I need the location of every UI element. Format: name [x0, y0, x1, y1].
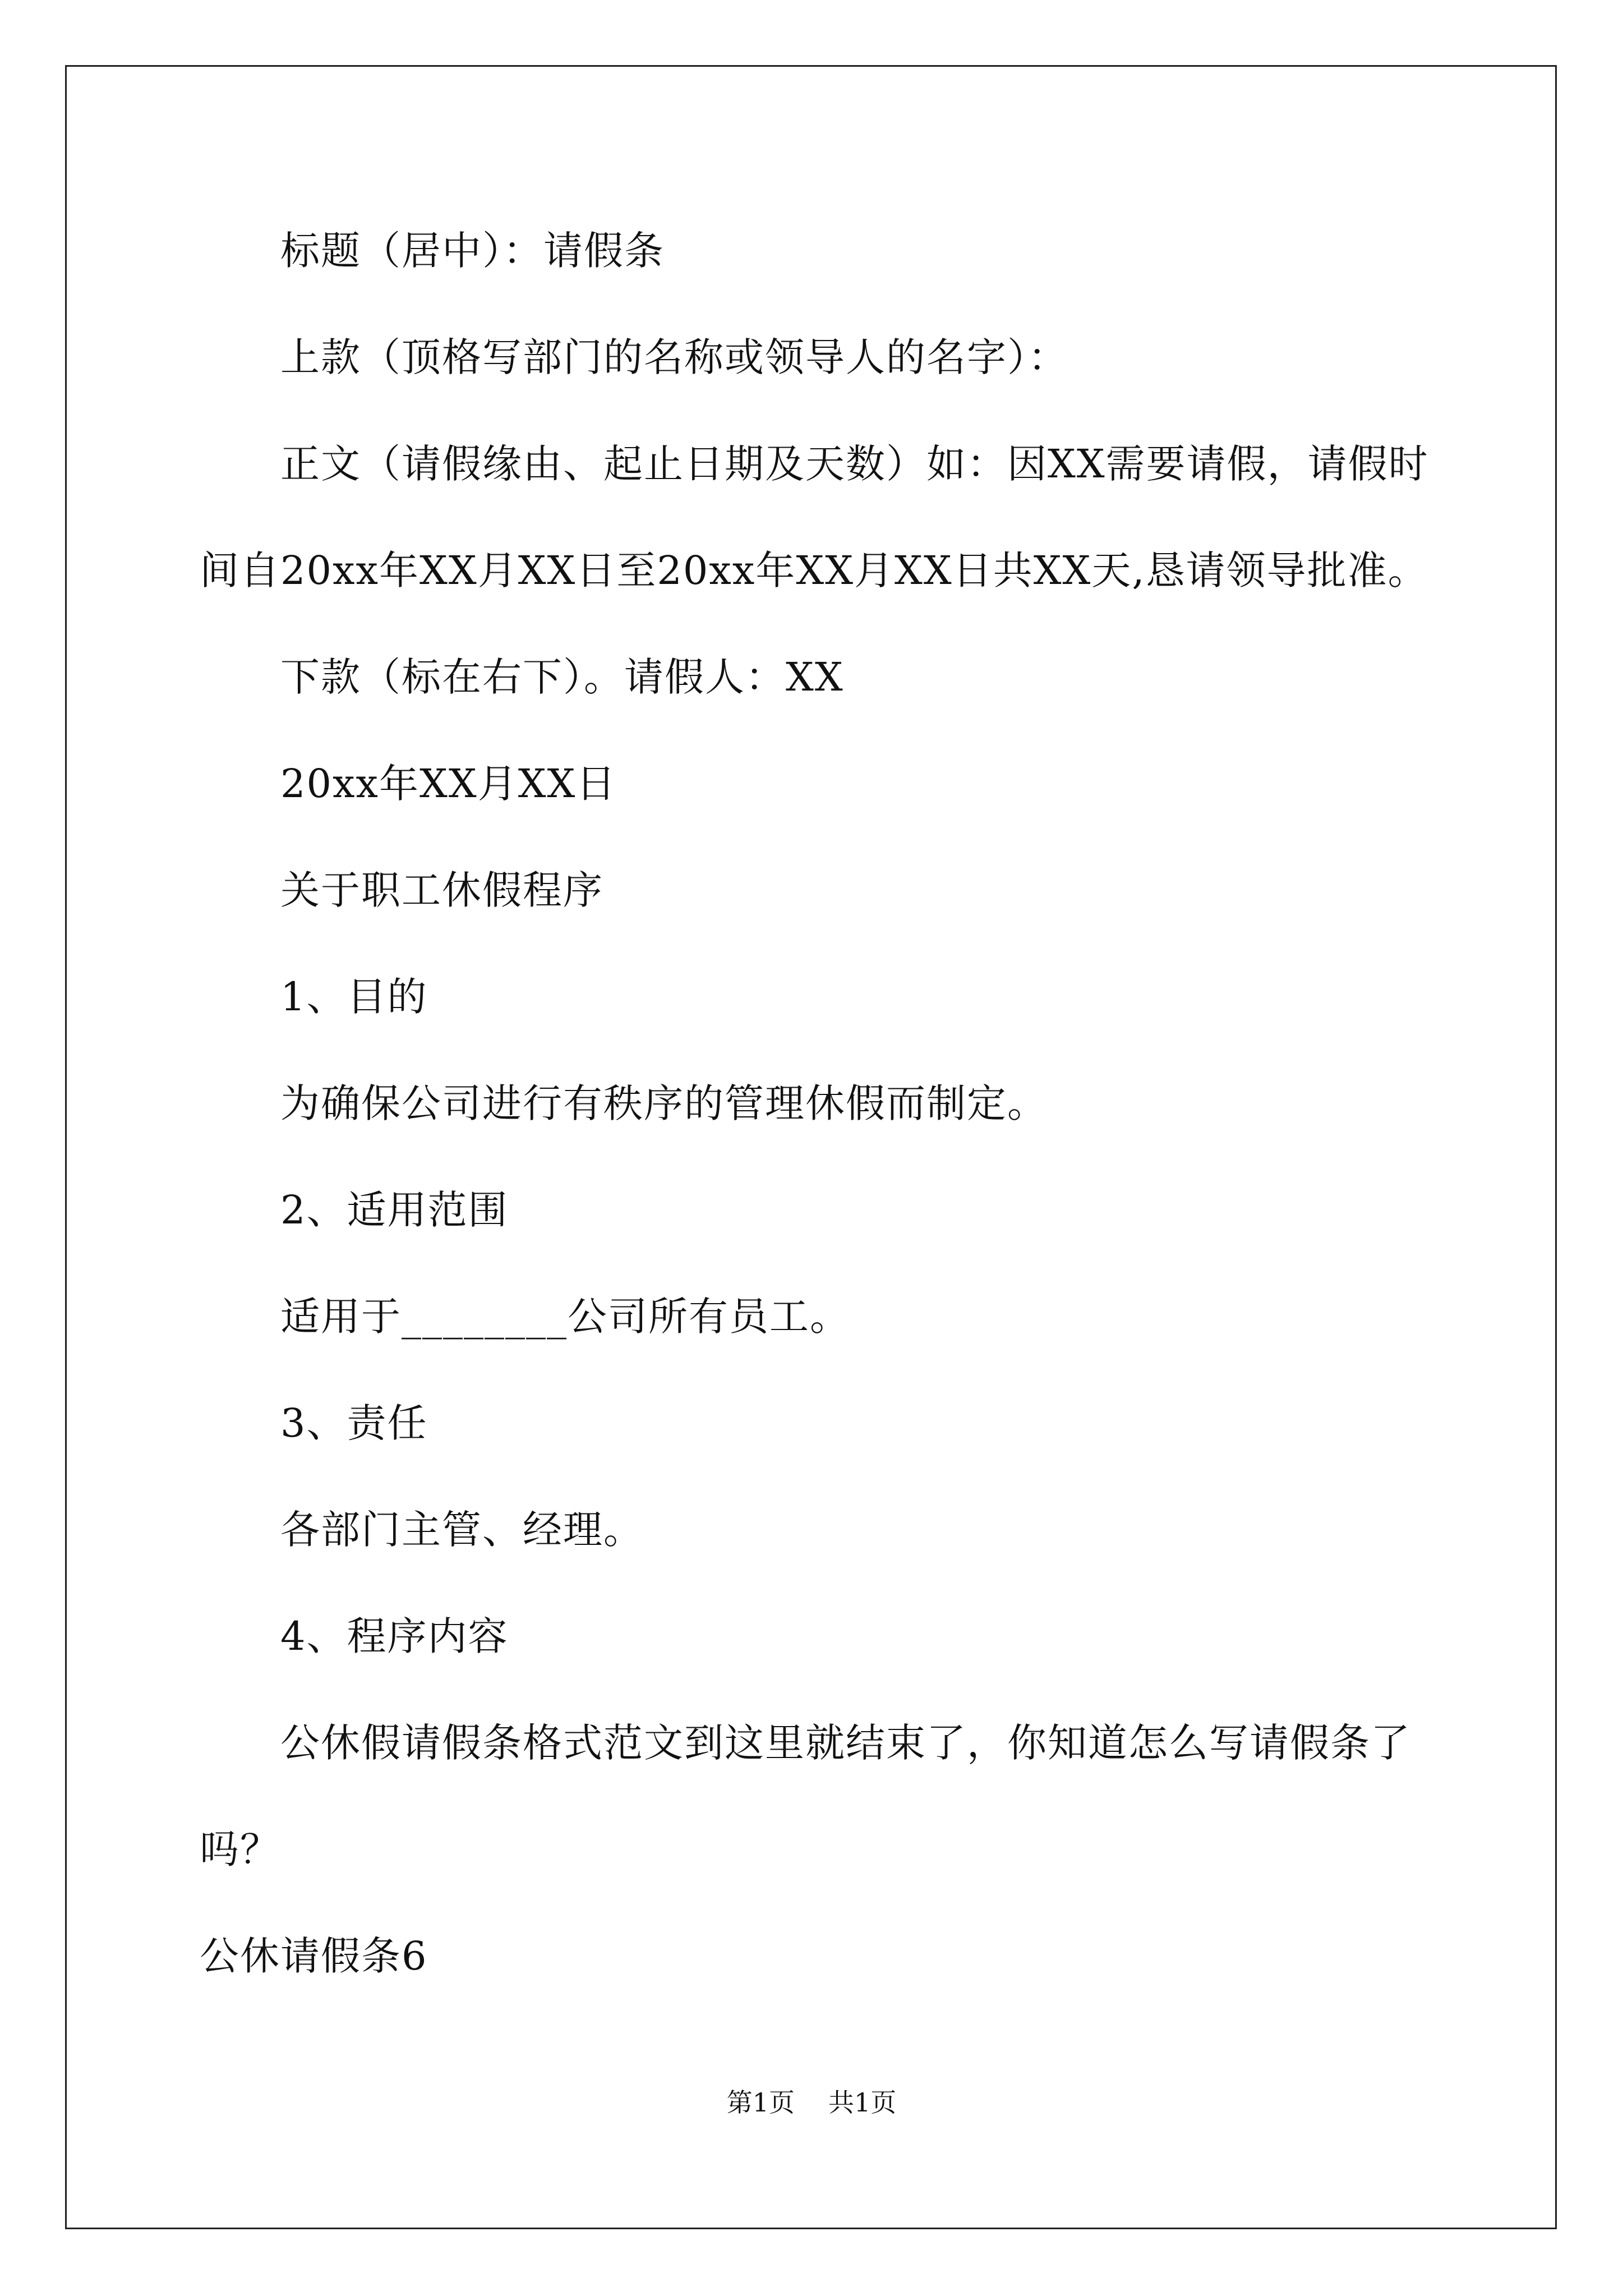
item-2-text: 适用于________公司所有员工。 — [280, 1294, 850, 1340]
next-section-title: 公休请假条6 — [200, 1933, 428, 1979]
page-footer — [0, 2086, 1623, 2119]
item-2-heading: 2、适用范围 — [280, 1187, 509, 1233]
page-border — [65, 65, 1557, 2229]
closing-paragraph-line-1: 公休假请假条格式范文到这里就结束了，你知道怎么写请假条了 — [280, 1720, 1411, 1766]
body-instruction-line-2: 间自20xx年XX月XX日至20xx年XX月XX日共XX天,恳请领导批准。 — [200, 547, 1428, 593]
page-total: 共1页 — [828, 2087, 897, 2118]
page-number: 第1页 — [726, 2087, 795, 2118]
item-3-heading: 3、责任 — [280, 1400, 428, 1446]
item-4-heading: 4、程序内容 — [280, 1613, 509, 1659]
salutation-instruction: 上款（顶格写部门的名称或领导人的名字）： — [280, 334, 1068, 380]
item-3-text: 各部门主管、经理。 — [280, 1507, 644, 1553]
closing-instruction: 下款（标在右下）。请假人：XX — [280, 654, 844, 700]
closing-paragraph-line-2: 吗？ — [200, 1826, 280, 1872]
date-line: 20xx年XX月XX日 — [280, 761, 617, 807]
section-heading: 关于职工休假程序 — [280, 867, 603, 913]
item-1-heading: 1、目的 — [280, 974, 428, 1020]
title-instruction: 标题（居中）：请假条 — [280, 228, 665, 274]
body-instruction-line-1: 正文（请假缘由、起止日期及天数）如：因XX需要请假，请假时 — [280, 441, 1429, 487]
item-1-text: 为确保公司进行有秩序的管理休假而制定。 — [280, 1080, 1048, 1126]
